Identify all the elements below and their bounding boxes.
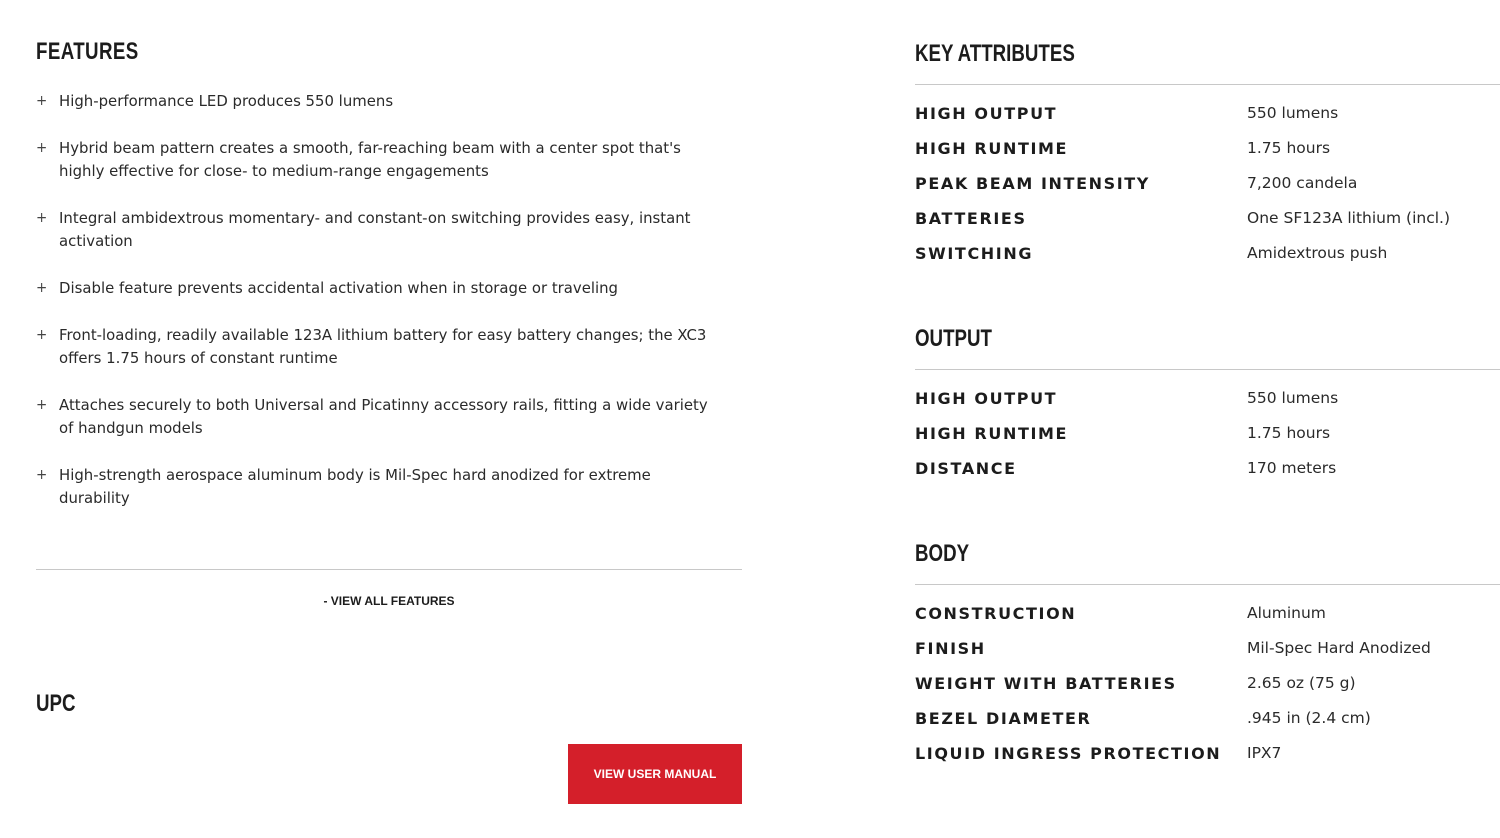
- attribute-label: HIGH OUTPUT: [915, 389, 1058, 408]
- attribute-row: [915, 424, 1500, 459]
- attribute-row: [915, 744, 1500, 779]
- attribute-value: Mil-Spec Hard Anodized: [1247, 639, 1431, 657]
- features-heading: FEATURES: [36, 38, 139, 65]
- attribute-row: [915, 209, 1500, 244]
- feature-item: [36, 394, 708, 440]
- attribute-row: [915, 139, 1500, 174]
- feature-item: [36, 464, 708, 510]
- attribute-value: 2.65 oz (75 g): [1247, 674, 1356, 692]
- features-divider: [36, 569, 742, 570]
- attribute-label: BATTERIES: [915, 209, 1027, 228]
- plus-icon: +: [36, 467, 48, 483]
- key-attributes-rows: [915, 104, 1500, 279]
- attribute-value: .945 in (2.4 cm): [1247, 709, 1371, 727]
- feature-item: [36, 324, 708, 370]
- attribute-label: LIQUID INGRESS PROTECTION: [915, 744, 1222, 763]
- view-all-features-link[interactable]: - VIEW ALL FEATURES: [323, 594, 455, 608]
- attribute-row: [915, 459, 1500, 494]
- upc-heading: UPC: [36, 690, 76, 717]
- attribute-row: [915, 389, 1500, 424]
- attribute-label: BEZEL DIAMETER: [915, 709, 1092, 728]
- attribute-value: 7,200 candela: [1247, 174, 1358, 192]
- feature-text: Attaches securely to both Universal and Picatinny accessory rails, fitting a wide variety of handgun models: [59, 396, 708, 437]
- feature-text: High-strength aerospace aluminum body is Mil-Spec hard anodized for extreme durability: [59, 466, 651, 507]
- attribute-row: [915, 104, 1500, 139]
- output-section: [915, 325, 1500, 494]
- feature-text: High-performance LED produces 550 lumens: [59, 92, 394, 110]
- attribute-label: DISTANCE: [915, 459, 1017, 478]
- attribute-label: HIGH RUNTIME: [915, 139, 1069, 158]
- key-attributes-section: [915, 40, 1500, 279]
- plus-icon: +: [36, 210, 48, 226]
- attribute-value: One SF123A lithium (incl.): [1247, 209, 1451, 227]
- section-divider: [915, 84, 1500, 85]
- attribute-label: HIGH OUTPUT: [915, 104, 1058, 123]
- attribute-label: SWITCHING: [915, 244, 1034, 263]
- attribute-value: Aluminum: [1247, 604, 1326, 622]
- body-rows: [915, 604, 1500, 779]
- key-attributes-heading: KEY ATTRIBUTES: [915, 40, 1075, 67]
- feature-text: Disable feature prevents accidental activation when in storage or traveling: [59, 279, 619, 297]
- section-divider: [915, 369, 1500, 370]
- output-rows: [915, 389, 1500, 494]
- attribute-row: [915, 174, 1500, 209]
- plus-icon: +: [36, 140, 48, 156]
- view-user-manual-button[interactable]: VIEW USER MANUAL: [568, 744, 742, 804]
- attribute-value: 550 lumens: [1247, 104, 1339, 122]
- plus-icon: +: [36, 327, 48, 343]
- body-section: [915, 540, 1500, 779]
- attribute-label: CONSTRUCTION: [915, 604, 1077, 623]
- attribute-value: 170 meters: [1247, 459, 1337, 477]
- attribute-value: IPX7: [1247, 744, 1282, 762]
- attribute-value: Amidextrous push: [1247, 244, 1388, 262]
- attribute-label: HIGH RUNTIME: [915, 424, 1069, 443]
- feature-item: [36, 137, 708, 183]
- attribute-row: [915, 604, 1500, 639]
- feature-text: Front-loading, readily available 123A lithium battery for easy battery changes; the XC3 offers 1.75 hours of constant runtime: [59, 326, 707, 367]
- feature-text: Integral ambidextrous momentary- and constant-on switching provides easy, instant activation: [59, 209, 691, 250]
- attribute-label: WEIGHT WITH BATTERIES: [915, 674, 1177, 693]
- feature-list: [36, 90, 736, 534]
- output-heading: OUTPUT: [915, 325, 992, 352]
- attribute-label: PEAK BEAM INTENSITY: [915, 174, 1150, 193]
- feature-item: [36, 277, 708, 300]
- plus-icon: +: [36, 93, 48, 109]
- attribute-value: 550 lumens: [1247, 389, 1339, 407]
- attribute-row: [915, 639, 1500, 674]
- attribute-row: [915, 709, 1500, 744]
- plus-icon: +: [36, 280, 48, 296]
- attribute-value: 1.75 hours: [1247, 139, 1331, 157]
- body-heading: BODY: [915, 540, 970, 567]
- plus-icon: +: [36, 397, 48, 413]
- attribute-row: [915, 244, 1500, 279]
- attribute-row: [915, 674, 1500, 709]
- feature-item: [36, 207, 708, 253]
- feature-text: Hybrid beam pattern creates a smooth, far-reaching beam with a center spot that's highly effective for close- to medium-range engagements: [59, 139, 681, 180]
- attribute-value: 1.75 hours: [1247, 424, 1331, 442]
- section-divider: [915, 584, 1500, 585]
- feature-item: [36, 90, 708, 113]
- attribute-label: FINISH: [915, 639, 986, 658]
